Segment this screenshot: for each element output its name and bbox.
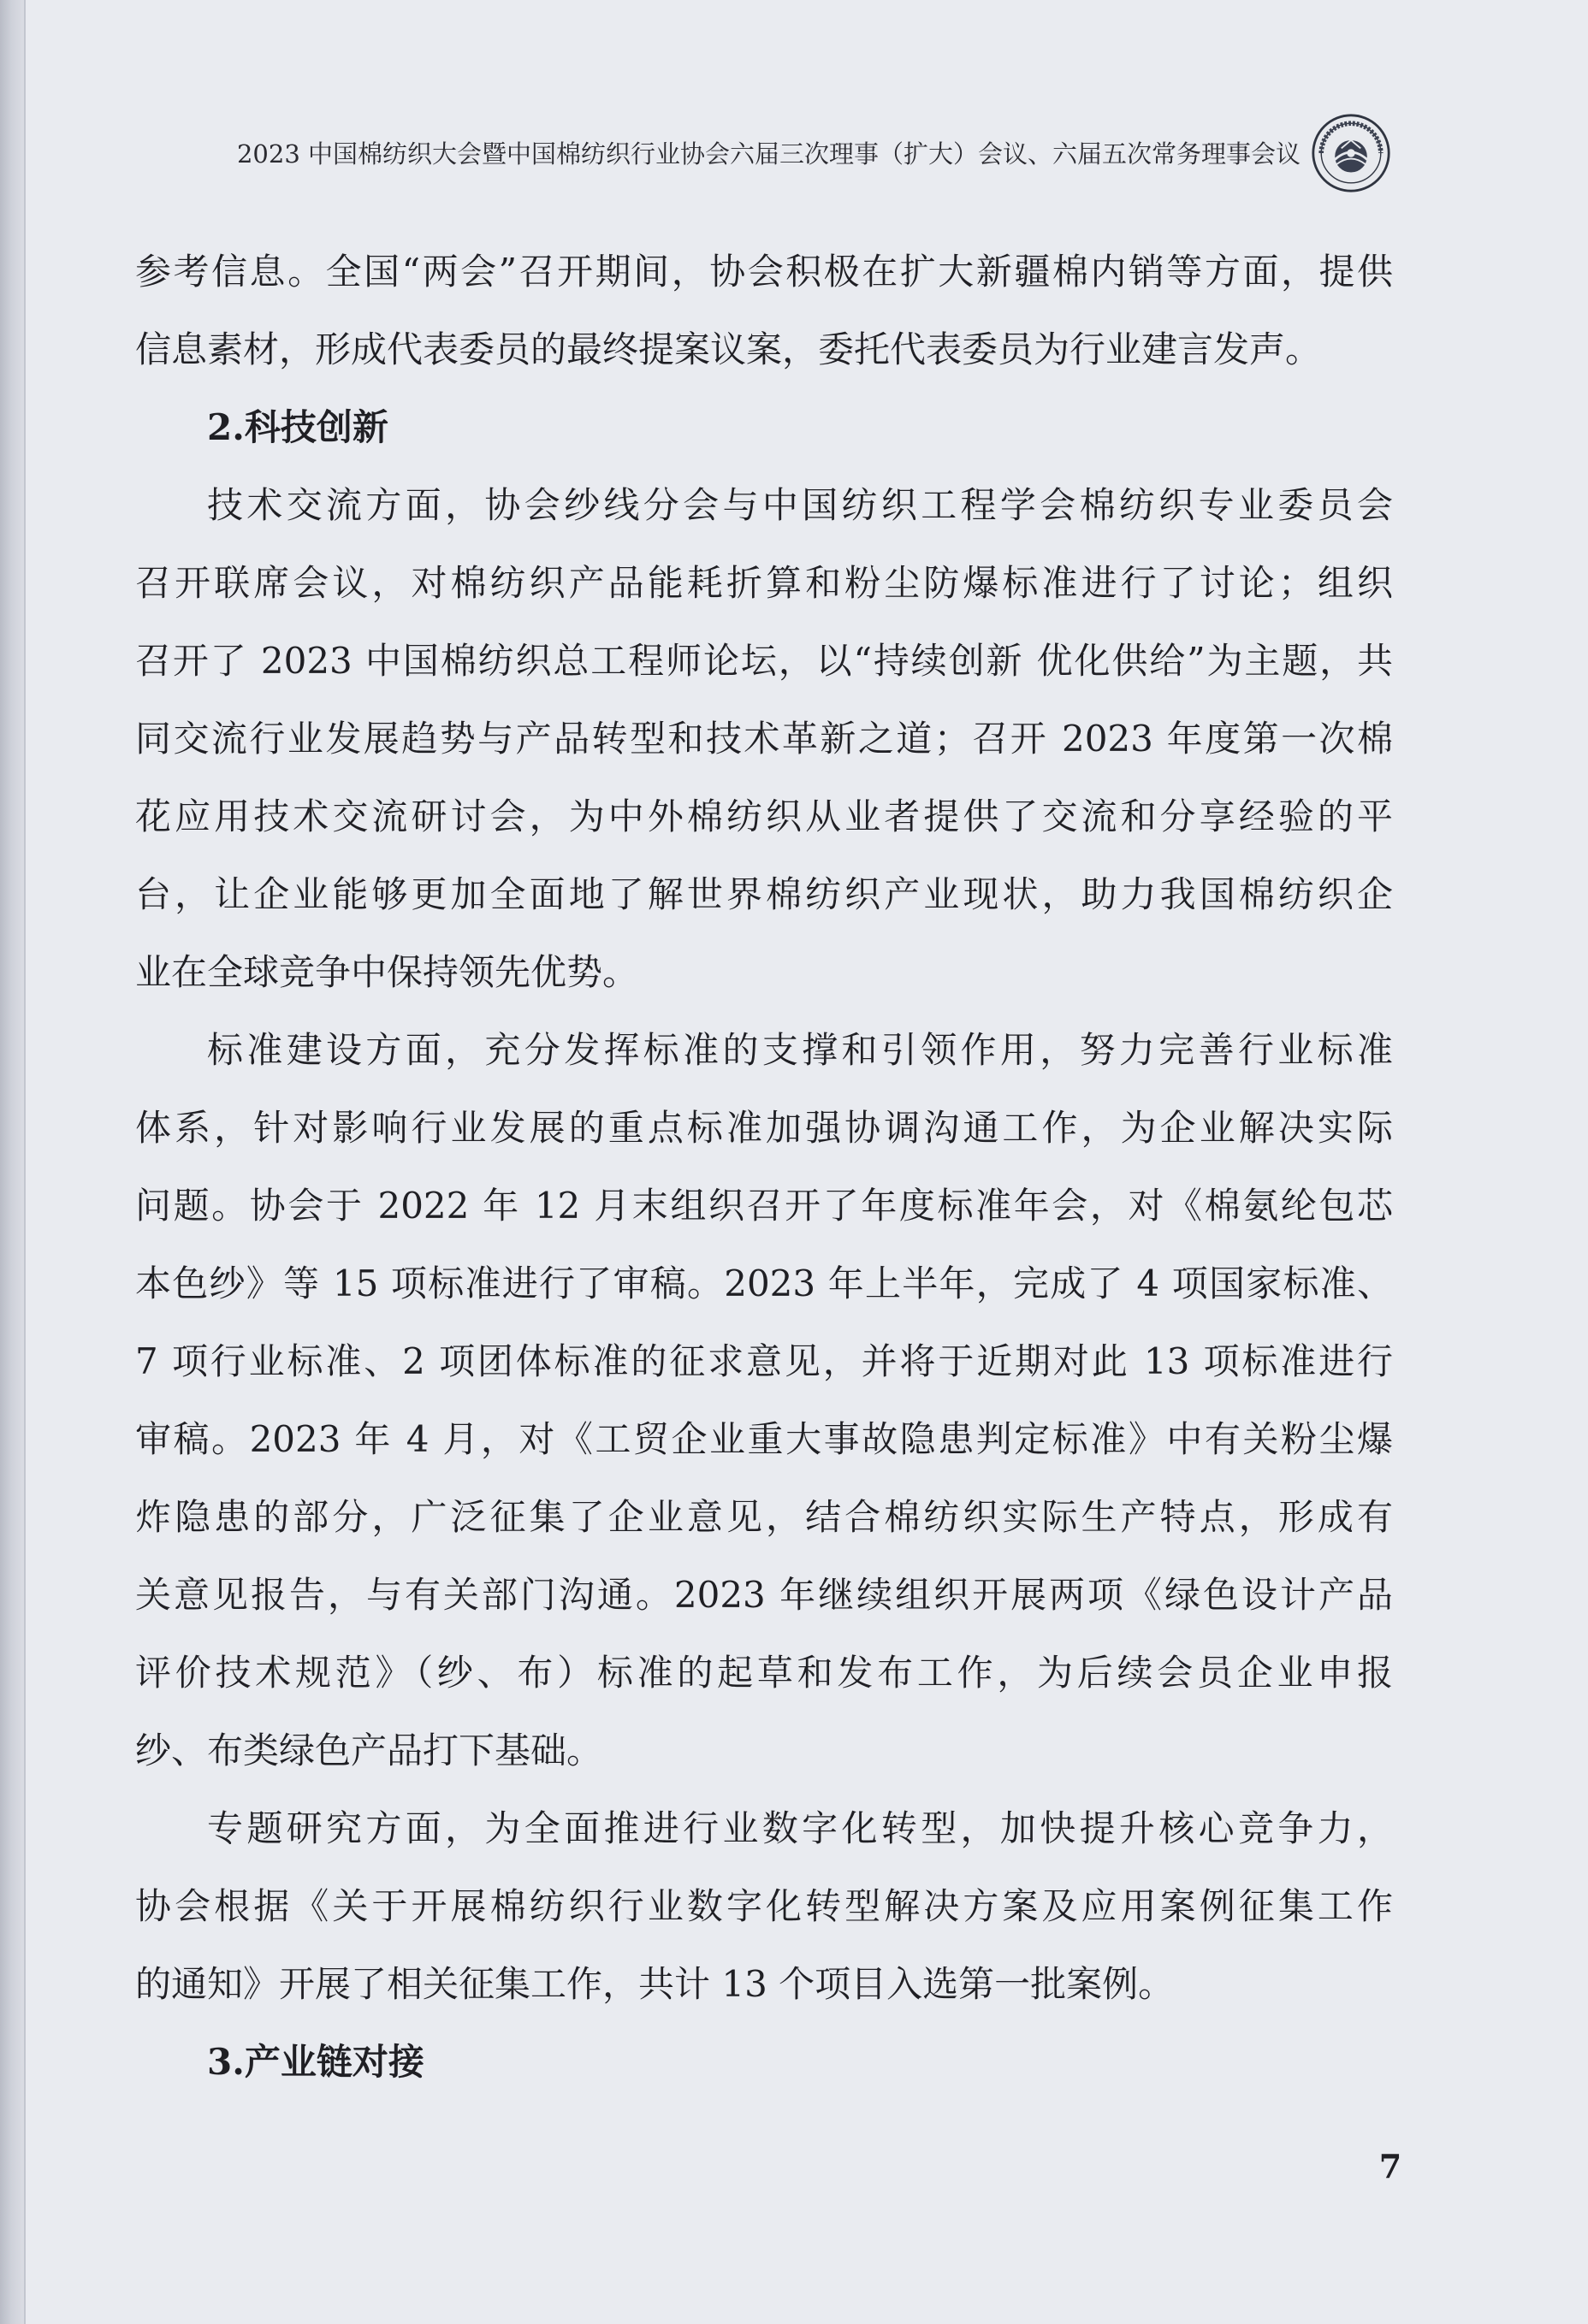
paragraph-line: 台，让企业能够更加全面地了解世界棉纺织产业现状，助力我国棉纺织企 (135, 873, 1393, 915)
page-binding-edge (0, 0, 26, 2324)
paragraph-line: 审稿。2023 年 4 月，对《工贸企业重大事故隐患判定标准》中有关粉尘爆 (135, 1418, 1393, 1460)
paragraph-line: 本色纱》等 15 项标准进行了审稿。2023 年上半年，完成了 4 项国家标准、 (135, 1263, 1393, 1304)
page-number: 7 (1378, 2147, 1402, 2185)
paragraph-line: 参考信息。全国“两会”召开期间，协会积极在扩大新疆棉内销等方面，提供 (135, 251, 1393, 293)
paragraph-line: 7 项行业标准、2 项团体标准的征求意见，并将于近期对此 13 项标准进行 (135, 1340, 1393, 1382)
section-heading: 2.科技创新 (207, 406, 388, 448)
paragraph-line: 专题研究方面，为全面推进行业数字化转型，加快提升核心竞争力， (207, 1807, 1393, 1849)
paragraph-line: 协会根据《关于开展棉纺织行业数字化转型解决方案及应用案例征集工作 (135, 1885, 1393, 1927)
page-binding-line (24, 0, 26, 2324)
paragraph-continuation (135, 233, 1393, 388)
association-logo-icon (1311, 113, 1391, 193)
paragraph-line: 业在全球竞争中保持领先优势。 (135, 951, 639, 993)
paragraph-line: 召开了 2023 中国棉纺织总工程师论坛，以“持续创新 优化供给”为主题，共 (135, 640, 1393, 682)
paragraph-standards-building (135, 1011, 1393, 1789)
section-heading-tech-innovation (135, 388, 1393, 466)
document-body (135, 233, 1393, 2101)
section-heading: 3.产业链对接 (207, 2041, 424, 2083)
paragraph-line: 技术交流方面，协会纱线分会与中国纺织工程学会棉纺织专业委员会 (207, 484, 1393, 526)
paragraph-line: 纱、布类绿色产品打下基础。 (135, 1730, 603, 1771)
paragraph-line: 标准建设方面，充分发挥标准的支撑和引领作用，努力完善行业标准 (207, 1029, 1393, 1071)
running-header-title: 2023 中国棉纺织大会暨中国棉纺织行业协会六届三次理事（扩大）会议、六届五次常务理事会议 (236, 139, 1301, 169)
paragraph-line: 评价技术规范》（纱、布）标准的起草和发布工作，为后续会员企业申报 (135, 1652, 1393, 1694)
paragraph-special-research (135, 1789, 1393, 2023)
paragraph-line: 同交流行业发展趋势与产品转型和技术革新之道；召开 2023 年度第一次棉 (135, 718, 1393, 760)
paragraph-line: 关意见报告，与有关部门沟通。2023 年继续组织开展两项《绿色设计产品 (135, 1574, 1393, 1616)
paragraph-line: 信息素材，形成代表委员的最终提案议案，委托代表委员为行业建言发声。 (135, 328, 1322, 370)
paragraph-line: 的通知》开展了相关征集工作，共计 13 个项目入选第一批案例。 (135, 1963, 1175, 2005)
paragraph-technical-exchange (135, 466, 1393, 1011)
paragraph-line: 问题。协会于 2022 年 12 月末组织召开了年度标准年会，对《棉氨纶包芯 (135, 1185, 1393, 1227)
paragraph-line: 花应用技术交流研讨会，为中外棉纺织从业者提供了交流和分享经验的平 (135, 795, 1393, 837)
paragraph-line: 炸隐患的部分，广泛征集了企业意见，结合棉纺织实际生产特点，形成有 (135, 1496, 1393, 1538)
paragraph-line: 体系，针对影响行业发展的重点标准加强协调沟通工作，为企业解决实际 (135, 1107, 1393, 1149)
section-heading-industry-chain (135, 2023, 1393, 2101)
paragraph-line: 召开联席会议，对棉纺织产品能耗折算和粉尘防爆标准进行了讨论；组织 (135, 562, 1393, 604)
